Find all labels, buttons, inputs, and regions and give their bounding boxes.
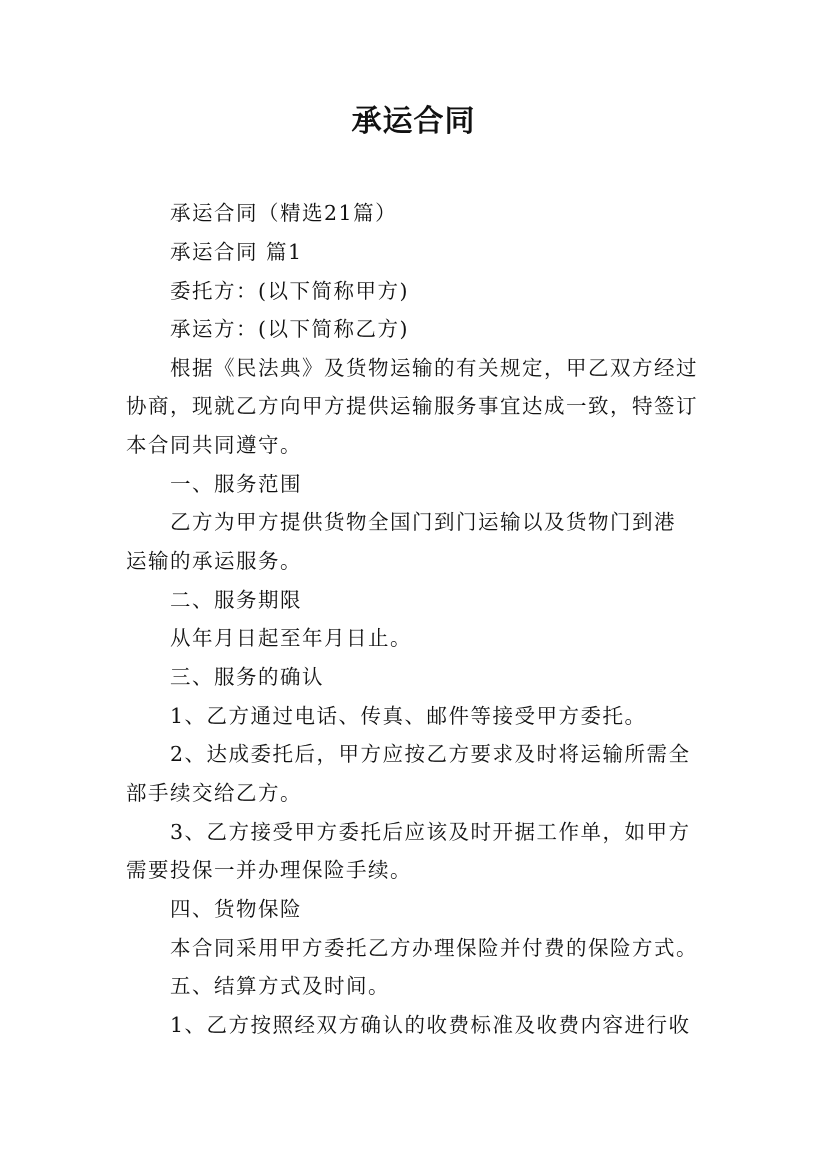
paragraph-line: 1、乙方通过电话、传真、邮件等接受甲方委托。 — [170, 704, 647, 728]
paragraph-line: 部手续交给乙方。 — [126, 781, 302, 805]
paragraph-line: 根据《民法典》及货物运输的有关规定，甲乙双方经过 — [170, 356, 698, 380]
paragraph-line: 需要投保一并办理保险手续。 — [126, 858, 412, 882]
paragraph-line: 协商，现就乙方向甲方提供运输服务事宜达成一致，特签订 — [126, 394, 698, 418]
paragraph-line: 本合同共同遵守。 — [126, 433, 302, 457]
paragraph-line: 乙方为甲方提供货物全国门到门运输以及货物门到港 — [170, 510, 676, 534]
section-heading: 四、货物保险 — [170, 897, 302, 921]
paragraph-line: 本合同采用甲方委托乙方办理保险并付费的保险方式。 — [170, 936, 698, 960]
paragraph-line: 承运合同（精选21篇） — [170, 201, 398, 225]
paragraph-line: 2、达成委托后，甲方应按乙方要求及时将运输所需全 — [170, 742, 691, 766]
section-heading: 三、服务的确认 — [170, 665, 324, 689]
paragraph-line: 承运方：(以下简称乙方) — [170, 317, 409, 341]
paragraph-line: 3、乙方接受甲方委托后应该及时开据工作单，如甲方 — [170, 820, 691, 844]
document-title: 承运合同 — [351, 104, 476, 139]
paragraph-line: 承运合同 篇1 — [170, 240, 303, 264]
paragraph-line: 从年月日起至年月日止。 — [170, 626, 412, 650]
paragraph-line: 委托方：(以下简称甲方) — [170, 279, 409, 303]
paragraph-line: 1、乙方按照经双方确认的收费标准及收费内容进行收 — [170, 1013, 691, 1037]
section-heading: 五、结算方式及时间。 — [170, 974, 390, 998]
paragraph-line: 运输的承运服务。 — [126, 549, 302, 573]
section-heading: 二、服务期限 — [170, 588, 302, 612]
section-heading: 一、服务范围 — [170, 472, 302, 496]
